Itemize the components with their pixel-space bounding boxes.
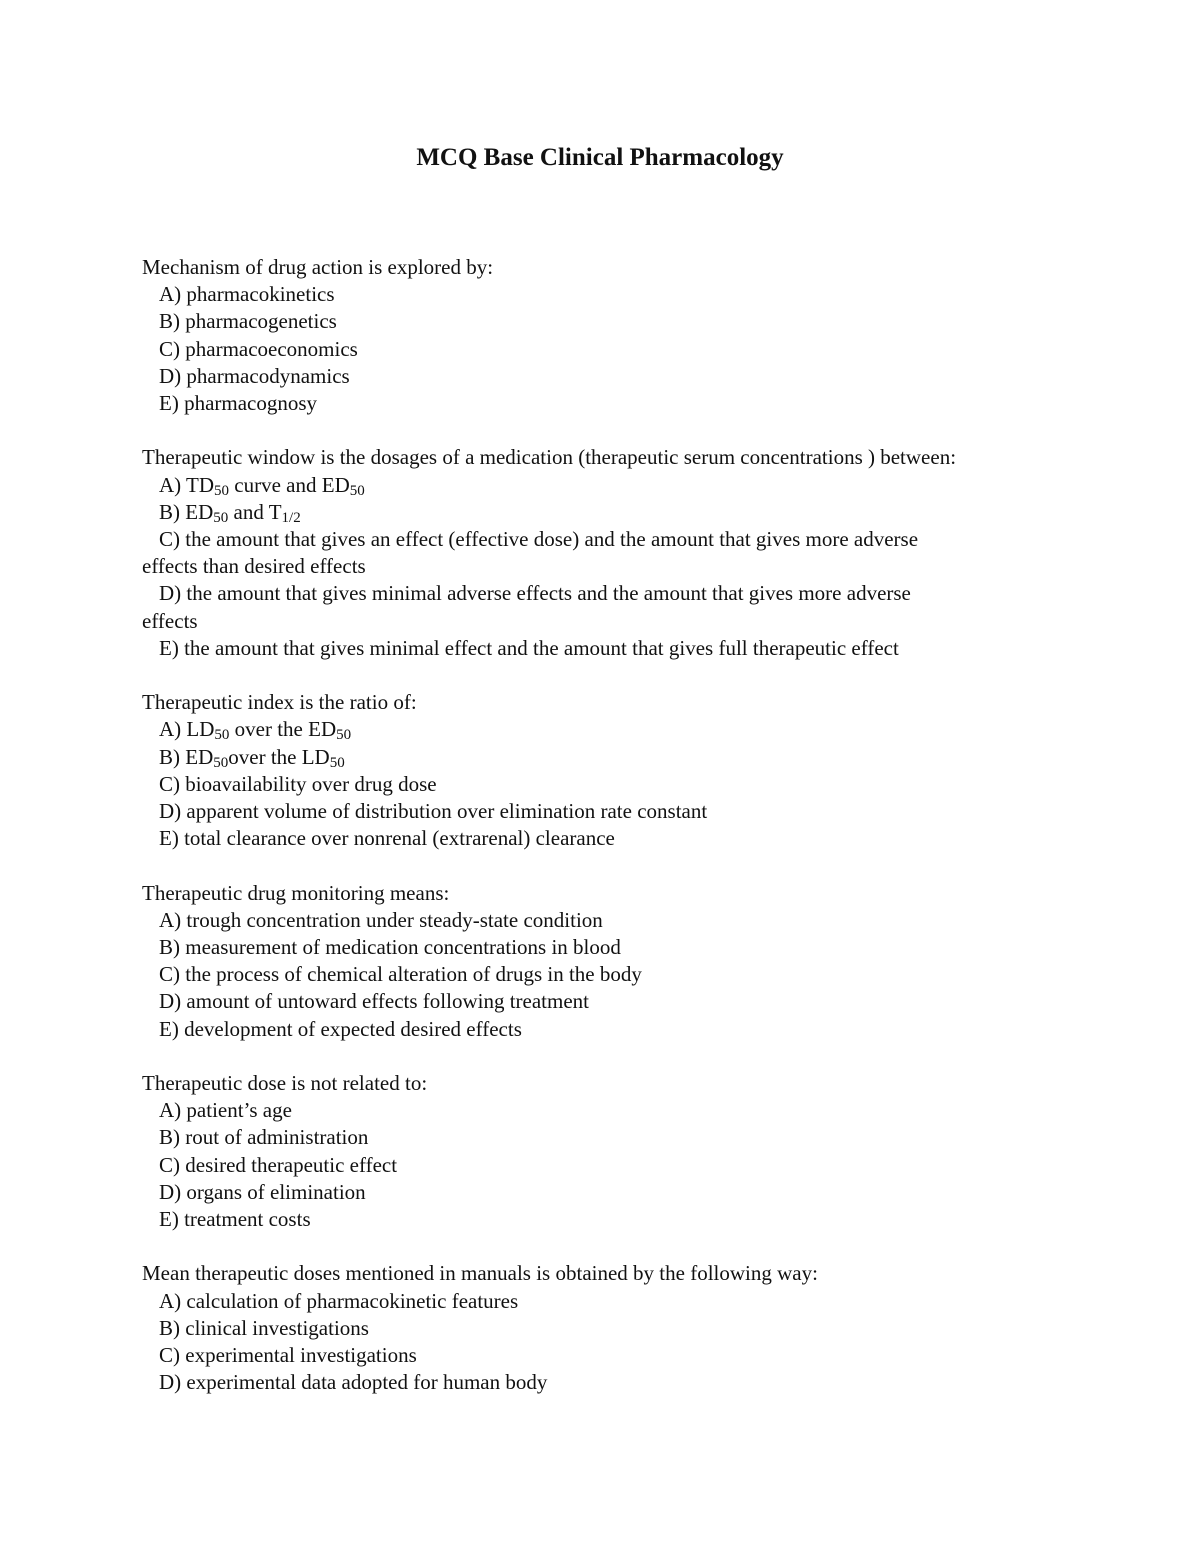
option-c: C) the amount that gives an effect (effective dose) and the amount that gives more adverse [159, 527, 919, 552]
option-text: A) LD [159, 717, 215, 742]
option-d: D) apparent volume of distribution over elimination rate constant [159, 799, 708, 824]
question-stem: Mechanism of drug action is explored by: [142, 255, 494, 279]
option-d: D) organs of elimination [159, 1179, 366, 1204]
option-text: and T [228, 499, 282, 524]
option-b: B) clinical investigations [159, 1315, 369, 1340]
question-stem: Therapeutic dose is not related to: [142, 1071, 428, 1096]
option-text: B) ED [159, 744, 214, 769]
subscript: 1/2 [281, 509, 301, 526]
option-e: E) development of expected desired effects [159, 1016, 522, 1041]
option-e: E) pharmacognosy [159, 391, 318, 416]
option-e: E) the amount that gives minimal effect and the amount that gives full therapeutic effect [159, 635, 899, 660]
option-b: B) measurement of medication concentrations in blood [159, 935, 621, 960]
option-c: C) pharmacoeconomics [159, 336, 358, 361]
option-b [142, 499, 1072, 526]
question-list [142, 254, 1072, 1424]
option-d: D) pharmacodynamics [159, 363, 350, 388]
option-a: A) trough concentration under steady-state condition [159, 907, 603, 932]
option-c: C) experimental investigations [159, 1343, 417, 1368]
question-5 [142, 1070, 1072, 1233]
option-a: A) calculation of pharmacokinetic features [159, 1288, 519, 1313]
option-a [142, 472, 1072, 499]
subscript: 50 [349, 482, 365, 499]
option-e: E) treatment costs [159, 1207, 311, 1232]
option-c: C) bioavailability over drug dose [159, 771, 437, 796]
option-d: D) the amount that gives minimal adverse effects and the amount that gives more adverse [159, 581, 911, 606]
option-d: D) amount of untoward effects following treatment [159, 989, 589, 1014]
option-c-continuation: effects than desired effects [142, 554, 366, 579]
subscript: 50 [214, 482, 230, 499]
option-b: B) rout of administration [159, 1125, 369, 1150]
option-c: C) the process of chemical alteration of drugs in the body [159, 962, 642, 987]
option-text: over the LD [228, 744, 330, 769]
question-stem: Therapeutic window is the dosages of a medication (therapeutic serum concentrations ) between: [142, 445, 957, 470]
subscript: 50 [214, 727, 230, 744]
option-b: B) pharmacogenetics [159, 309, 337, 334]
question-2 [142, 444, 1072, 662]
question-stem: Therapeutic index is the ratio of: [142, 690, 417, 715]
option-text: A) TD [159, 472, 215, 497]
option-e: E) total clearance over nonrenal (extrarenal) clearance [159, 826, 615, 851]
question-4 [142, 880, 1072, 1043]
subscript: 50 [213, 509, 229, 526]
document-title: MCQ Base Clinical Pharmacology [416, 144, 784, 171]
subscript: 50 [336, 727, 352, 744]
option-a: A) pharmacokinetics [159, 282, 335, 307]
question-stem: Therapeutic drug monitoring means: [142, 880, 450, 905]
option-a: A) patient’s age [159, 1098, 292, 1123]
option-c: C) desired therapeutic effect [159, 1152, 398, 1177]
question-6 [142, 1260, 1072, 1396]
question-stem: Mean therapeutic doses mentioned in manuals is obtained by the following way: [142, 1261, 818, 1286]
option-text: over the ED [229, 717, 337, 742]
option-a [142, 716, 1072, 743]
question-1 [142, 254, 1072, 417]
subscript: 50 [329, 754, 345, 771]
question-3 [142, 689, 1072, 852]
option-d: D) experimental data adopted for human body [159, 1370, 548, 1395]
option-d-continuation: effects [142, 608, 198, 633]
subscript: 50 [213, 754, 229, 771]
option-text: B) ED [159, 499, 214, 524]
option-b [142, 744, 1072, 771]
option-text: curve and ED [229, 472, 350, 497]
